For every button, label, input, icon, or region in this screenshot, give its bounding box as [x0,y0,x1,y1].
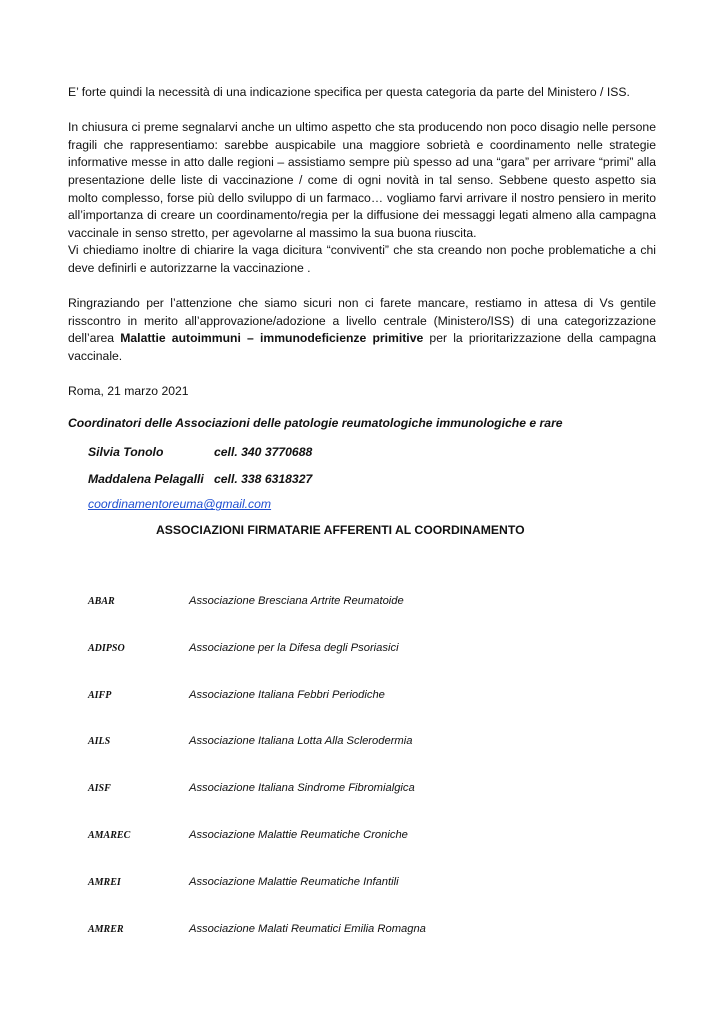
association-abbr: ADIPSO [88,642,125,654]
signatory-row [68,444,656,462]
date-line: Roma, 21 marzo 2021 [68,384,189,399]
association-abbr: ABAR [88,596,115,607]
email-link[interactable]: coordinamentoreuma@gmail.com [88,497,272,512]
signatory-name: Silvia Tonolo [88,445,164,460]
letter-page [68,84,656,540]
signatory-name: Maddalena Pelagalli [88,471,204,486]
list-item [88,782,608,829]
association-name: Associazione Italiana Lotta Alla Sclerodermia [189,735,413,748]
ringraziamento-text-end: per la prioritarizzazione della campagna vaccinale. [68,331,656,363]
signatory-phone: cell. 338 6318327 [214,471,313,486]
association-abbr: AILS [88,736,111,748]
signatory-phone: cell. 340 3770688 [214,445,313,460]
signature-heading: Coordinatori delle Associazioni delle patologie reumatologiche immunologiche e rare [68,415,563,430]
list-item [88,735,608,782]
paragraph-ringraziamento [68,295,656,365]
association-name: Associazione Italiana Febbri Periodiche [189,688,385,701]
association-abbr: AMAREC [88,829,131,841]
association-abbr: AMREI [88,876,121,888]
list-item [88,595,608,642]
association-name: Associazione Bresciana Artrite Reumatoide [189,595,404,607]
ringraziamento-bold-area: Malattie autoimmuni – immunodeficienze primitive [120,331,424,346]
list-item [88,923,608,970]
list-item [88,876,608,923]
list-item [88,689,608,736]
association-name: Associazione Malattie Reumatiche Croniche [189,828,408,841]
association-abbr: AMRER [88,923,124,935]
association-name: Associazione Malattie Reumatiche Infantili [189,875,399,888]
paragraph-chiusura: In chiusura ci preme segnalarvi anche un ultimo aspetto che sta producendo non poco disagio nelle persone fragili che rappresentiamo: sarebbe auspicabile una maggiore sobrietà e coordinamento nelle strategie informative messe in atto dalle regioni – assistiamo sempre più spesso ad una “gara” per arrivare “primi” alla presentazione delle liste di vaccinazione / come di ogni novità in tal senso. Sebbene questo aspetto sia molto complesso, forse più dello sviluppo di un farmaco… vogliamo farvi arrivare il nostro pensiero in merito all’importanza di creare un coordinamento/regia per la diffusione dei messaggi legati almeno alla campagna vaccinale in senso stretto, per agevolarne al massimo la sua buona riuscita. [68,120,656,240]
association-name: Associazione Italiana Sindrome Fibromialgica [189,782,415,795]
ringraziamento-text-start: Ringraziando per l’attenzione che siamo sicuri non ci farete mancare, restiamo in attesa di Vs gentile risscontro in merito all’approvazione/adozione a livello centrale (Ministero/ISS) di una categorizzazione dell’area [68,296,656,346]
list-item [88,642,608,689]
association-name: Associazione Malati Reumatici Emilia Romagna [189,922,426,935]
list-item [88,829,608,876]
associations-heading: ASSOCIAZIONI FIRMATARIE AFFERENTI AL COORDINAMENTO [156,523,525,538]
paragraph-ministero: E’ forte quindi la necessità di una indicazione specifica per questa categoria da parte del Ministero / ISS. [68,85,630,99]
signatories [68,444,656,488]
associations-list [88,595,608,969]
signatory-row [68,471,656,489]
paragraph-conviventi: Vi chiediamo inoltre di chiarire la vaga dicitura “conviventi” che sta creando non poche problematiche a chi deve definirli e autorizzarne la vaccinazione . [68,243,656,275]
association-abbr: AIFP [88,689,112,701]
association-name: Associazione per la Difesa degli Psoriasici [189,641,399,654]
association-abbr: AISF [88,783,111,795]
